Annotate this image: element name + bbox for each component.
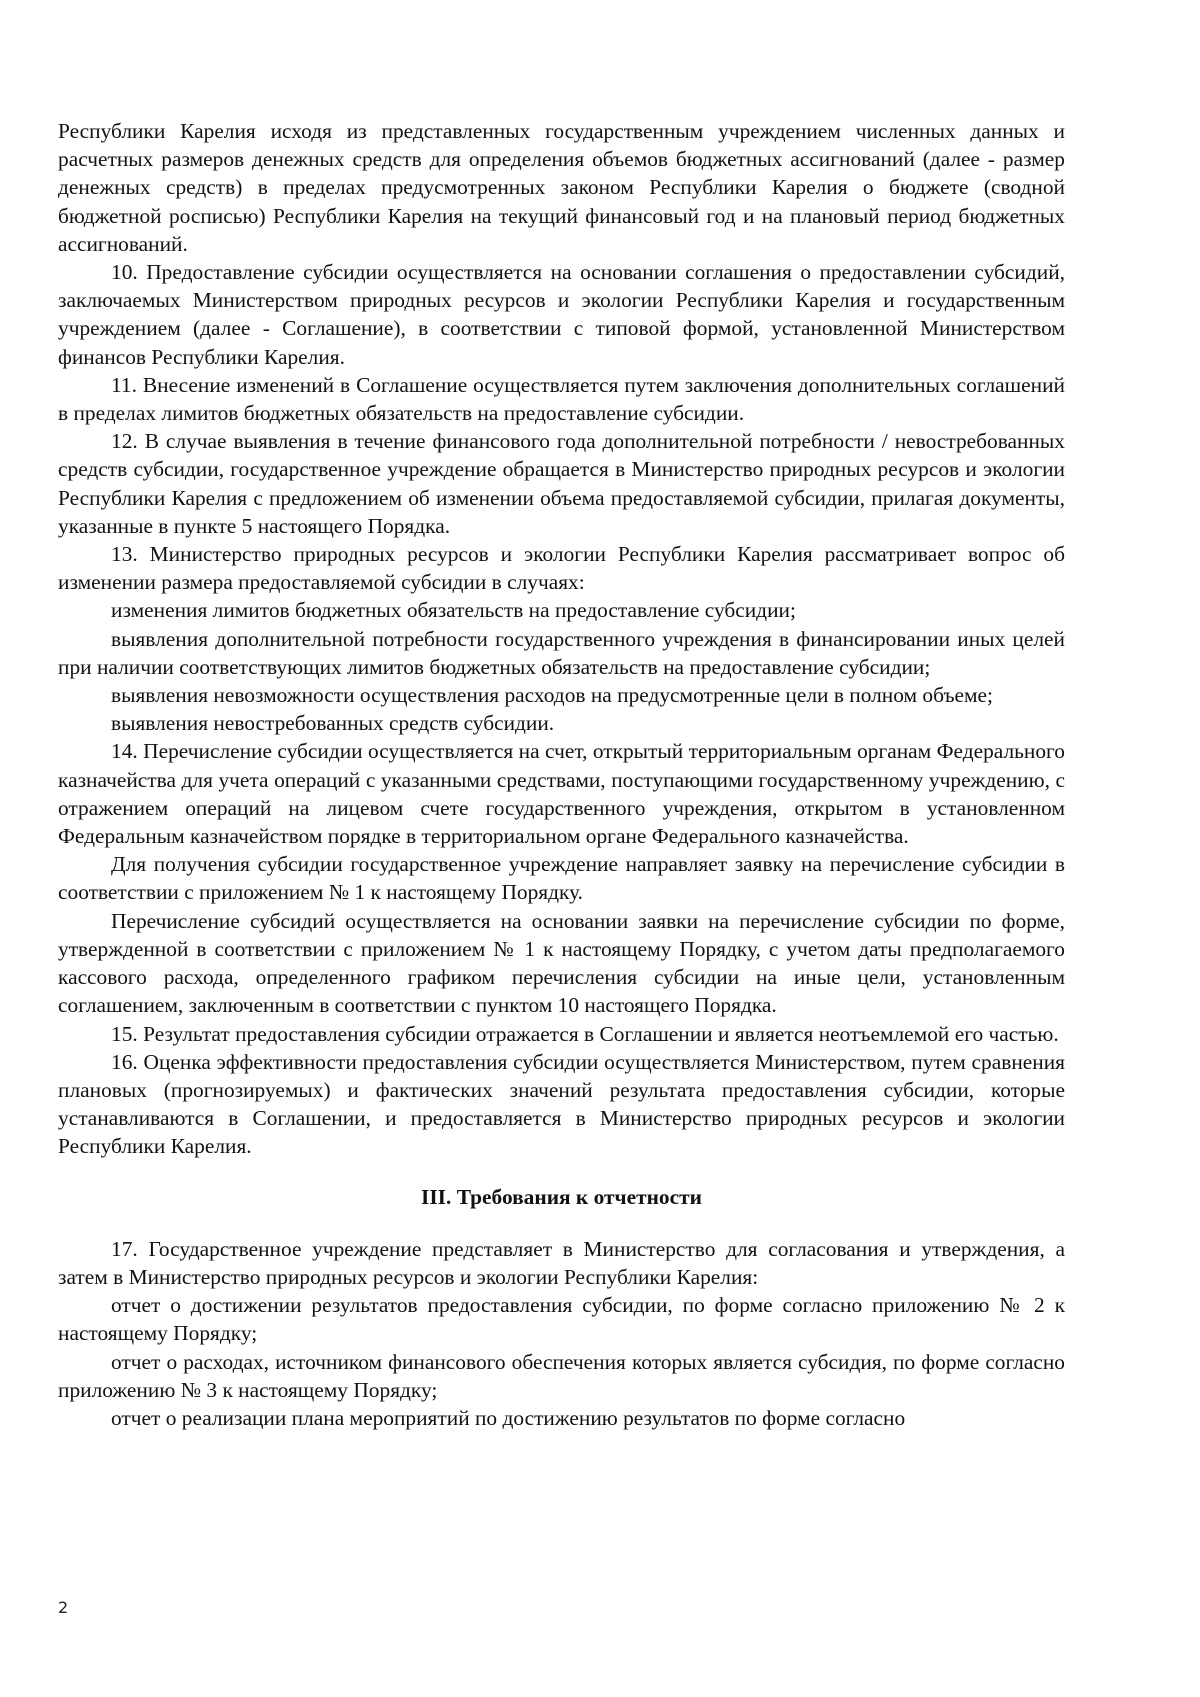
paragraph-16: 16. Оценка эффективности предоставления субсидии осуществляется Министерством, путем сравнения плановых (прогнозируемых) и фактических значений результата предоставления субсидии, которые устанавливаются в Соглашении, и предоставляется в Министерство природных ресурсов и экологии Республики Карелия.: [58, 1049, 1065, 1159]
paragraph-11: 11. Внесение изменений в Соглашение осуществляется путем заключения дополнительных соглашений в пределах лимитов бюджетных обязательств на предоставление субсидии.: [58, 372, 1065, 426]
paragraph-13-case-1: изменения лимитов бюджетных обязательств на предоставление субсидии;: [111, 598, 796, 623]
paragraph-13: 13. Министерство природных ресурсов и экологии Республики Карелия рассматривает вопрос об изменении размера предоставляемой субсидии в случаях:: [58, 542, 1065, 595]
page-number: 2: [58, 1598, 69, 1617]
paragraph-17: 17. Государственное учреждение представляет в Министерство для согласования и утверждения, а затем в Министерство природных ресурсов и экологии Республики Карелия:: [58, 1236, 1065, 1289]
paragraph-10: 10. Предоставление субсидии осуществляется на основании соглашения о предоставлении субсидий, заключаемых Министерством природных ресурсов и экологии Республики Карелия и государственным учреждением (далее - Соглашение), в соответствии с типовой формой, установленной Министерством финансов Республики Карелия.: [58, 260, 1065, 369]
paragraph-12: 12. В случае выявления в течение финансового года дополнительной потребности / невостребованных средств субсидии, государственное учреждение обращается в Министерство природных ресурсов и экологии Республики Карелия с предложением об изменении объема предоставляемой субсидии, прилагая документы, указанные в пункте 5 настоящего Порядка.: [58, 429, 1065, 538]
paragraph-13-case-3: выявления невозможности осуществления расходов на предусмотренные цели в полном объеме;: [111, 683, 993, 708]
paragraph-17-report-2: отчет о расходах, источником финансового обеспечения которых является субсидия, по форме согласно приложению № 3 к настоящему Порядку;: [58, 1349, 1065, 1402]
paragraph-14-transfer: Перечисление субсидий осуществляется на основании заявки на перечисление субсидии по форме, утвержденной в соответствии с приложением № 1 к настоящему Порядку, с учетом даты предполагаемого кассового расхода, определенного графиком перечисления субсидии на иные цели, установленным соглашением, заключенным в соответствии с пунктом 10 настоящего Порядка.: [58, 908, 1065, 1018]
paragraph-14-request: Для получения субсидии государственное учреждение направляет заявку на перечисление субсидии в соответствии с приложением № 1 к настоящему Порядку.: [58, 852, 1065, 905]
paragraph-17-report-1: отчет о достижении результатов предоставления субсидии, по форме согласно приложению № 2 к настоящему Порядку;: [58, 1293, 1065, 1346]
paragraph-17-report-3: отчет о реализации плана мероприятий по достижению результатов по форме согласно: [111, 1405, 906, 1430]
paragraph-13-case-4: выявления невостребованных средств субсидии.: [111, 711, 555, 736]
section-title: III. Требования к отчетности: [421, 1184, 702, 1209]
paragraph-15: 15. Результат предоставления субсидии отражается в Соглашении и является неотъемлемой его частью.: [111, 1021, 1059, 1046]
paragraph-14: 14. Перечисление субсидии осуществляется на счет, открытый территориальным органам Федерального казначейства для учета операций с указанными средствами, поступающими государственному учреждению, с отражением операций на лицевом счете государственного учреждения, открытом в установленном Федеральным казначейством порядке в территориальном органе Федерального казначейства.: [58, 739, 1065, 849]
document-body: [58, 117, 1065, 1432]
paragraph-intro: Республики Карелия исходя из представленных государственным учреждением численных данных и расчетных размеров денежных средств для определения объемов бюджетных ассигнований (далее - размер денежных средств) в пределах предусмотренных законом Республики Карелия о бюджете (сводной бюджетной росписью) Республики Карелия на текущий финансовый год и на плановый период бюджетных ассигнований.: [58, 119, 1065, 256]
paragraph-13-case-2: выявления дополнительной потребности государственного учреждения в финансировании иных целей при наличии соответствующих лимитов бюджетных обязательств на предоставление субсидии;: [58, 626, 1065, 679]
